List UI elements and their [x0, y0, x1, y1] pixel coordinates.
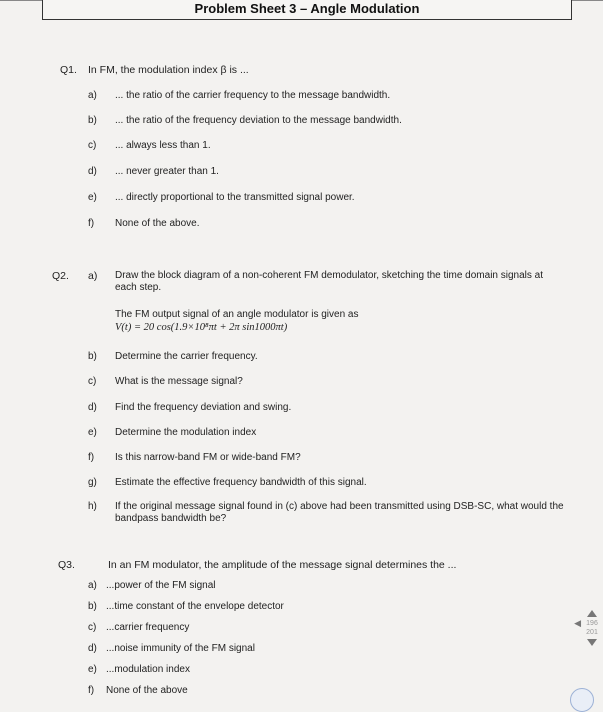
q3-option-text: ...noise immunity of the FM signal — [106, 643, 255, 654]
q3-option-letter: d) — [88, 643, 97, 654]
q3-option-text: ...carrier frequency — [106, 622, 190, 633]
q1-option-text: None of the above. — [115, 218, 200, 229]
q1-option-text: ... directly proportional to the transmitted signal power. — [115, 192, 355, 203]
q1-option-letter: b) — [88, 115, 97, 126]
q2-part-text: Determine the carrier frequency. — [115, 351, 258, 362]
q2-part-text: Estimate the effective frequency bandwidth of this signal. — [115, 477, 367, 488]
q1-option-text: ... the ratio of the frequency deviation to the message bandwidth. — [115, 115, 402, 126]
q1-option-letter: d) — [88, 166, 97, 177]
scroll-down-icon[interactable] — [587, 639, 597, 646]
q2-part-letter: g) — [88, 477, 97, 488]
q2-part-text: What is the message signal? — [115, 376, 243, 387]
q2-part-a-text: Draw the block diagram of a non-coherent FM demodulator, sketching the time domain signals at each step. — [115, 270, 543, 293]
q1-option-letter: a) — [88, 90, 97, 101]
q3-option-letter: f) — [88, 685, 95, 696]
q3-option-letter: c) — [88, 622, 97, 633]
help-button[interactable] — [570, 688, 594, 712]
q3-option-letter: e) — [88, 664, 97, 675]
q1-label: Q1. — [60, 64, 77, 76]
q2-given-text: The FM output signal of an angle modulator is given as — [115, 309, 359, 320]
q2-part-letter: h) — [88, 501, 97, 512]
q3-option-letter: a) — [88, 580, 97, 591]
q3-stem: In an FM modulator, the amplitude of the message signal determines the ... — [108, 559, 457, 571]
q1-option-text: ... always less than 1. — [115, 140, 211, 151]
q2-part-letter: c) — [88, 376, 97, 387]
q2-part-letter: a) — [88, 270, 98, 282]
q2-label: Q2. — [52, 270, 69, 282]
q1-stem: In FM, the modulation index β is ... — [88, 64, 249, 76]
q3-option-letter: b) — [88, 601, 97, 612]
side-arrows — [574, 620, 581, 629]
q2-part-letter: e) — [88, 427, 97, 438]
q1-option-letter: f) — [88, 218, 95, 229]
arrow-left-icon[interactable]: ◀ — [574, 618, 581, 628]
q2-part-text: Determine the modulation index — [115, 427, 257, 438]
q3-option-text: ...power of the FM signal — [106, 580, 216, 591]
q1-option-text: ... the ratio of the carrier frequency to the message bandwidth. — [115, 90, 391, 101]
q2-equation: V(t) = 20 cos(1.9×10⁸πt + 2π sin1000πt) — [115, 322, 288, 333]
page-current: 196 — [586, 620, 598, 627]
page-total: 201 — [586, 629, 598, 636]
scroll-up-icon[interactable] — [587, 610, 597, 617]
q1-option-text: ... never greater than 1. — [115, 166, 219, 177]
q3-option-text: ...time constant of the envelope detector — [106, 601, 284, 612]
q3-option-text: ...modulation index — [106, 664, 190, 675]
q2-part-text: Find the frequency deviation and swing. — [115, 402, 292, 413]
q1-option-letter: e) — [88, 192, 97, 203]
q2-part-letter: b) — [88, 351, 97, 362]
q2-part-letter: d) — [88, 402, 97, 413]
page-scroller[interactable] — [581, 610, 603, 670]
page-title: Problem Sheet 3 – Angle Modulation — [42, 0, 572, 20]
q3-label: Q3. — [58, 559, 75, 571]
q3-option-text: None of the above — [106, 685, 188, 696]
q2-part-text: Is this narrow-band FM or wide-band FM? — [115, 452, 301, 463]
q1-option-letter: c) — [88, 140, 97, 151]
q2-part-letter: f) — [88, 452, 95, 463]
q2-part-text: If the original message signal found in (c) above had been transmitted using DSB-SC, what would the bandpass bandwidth be? — [115, 501, 564, 524]
